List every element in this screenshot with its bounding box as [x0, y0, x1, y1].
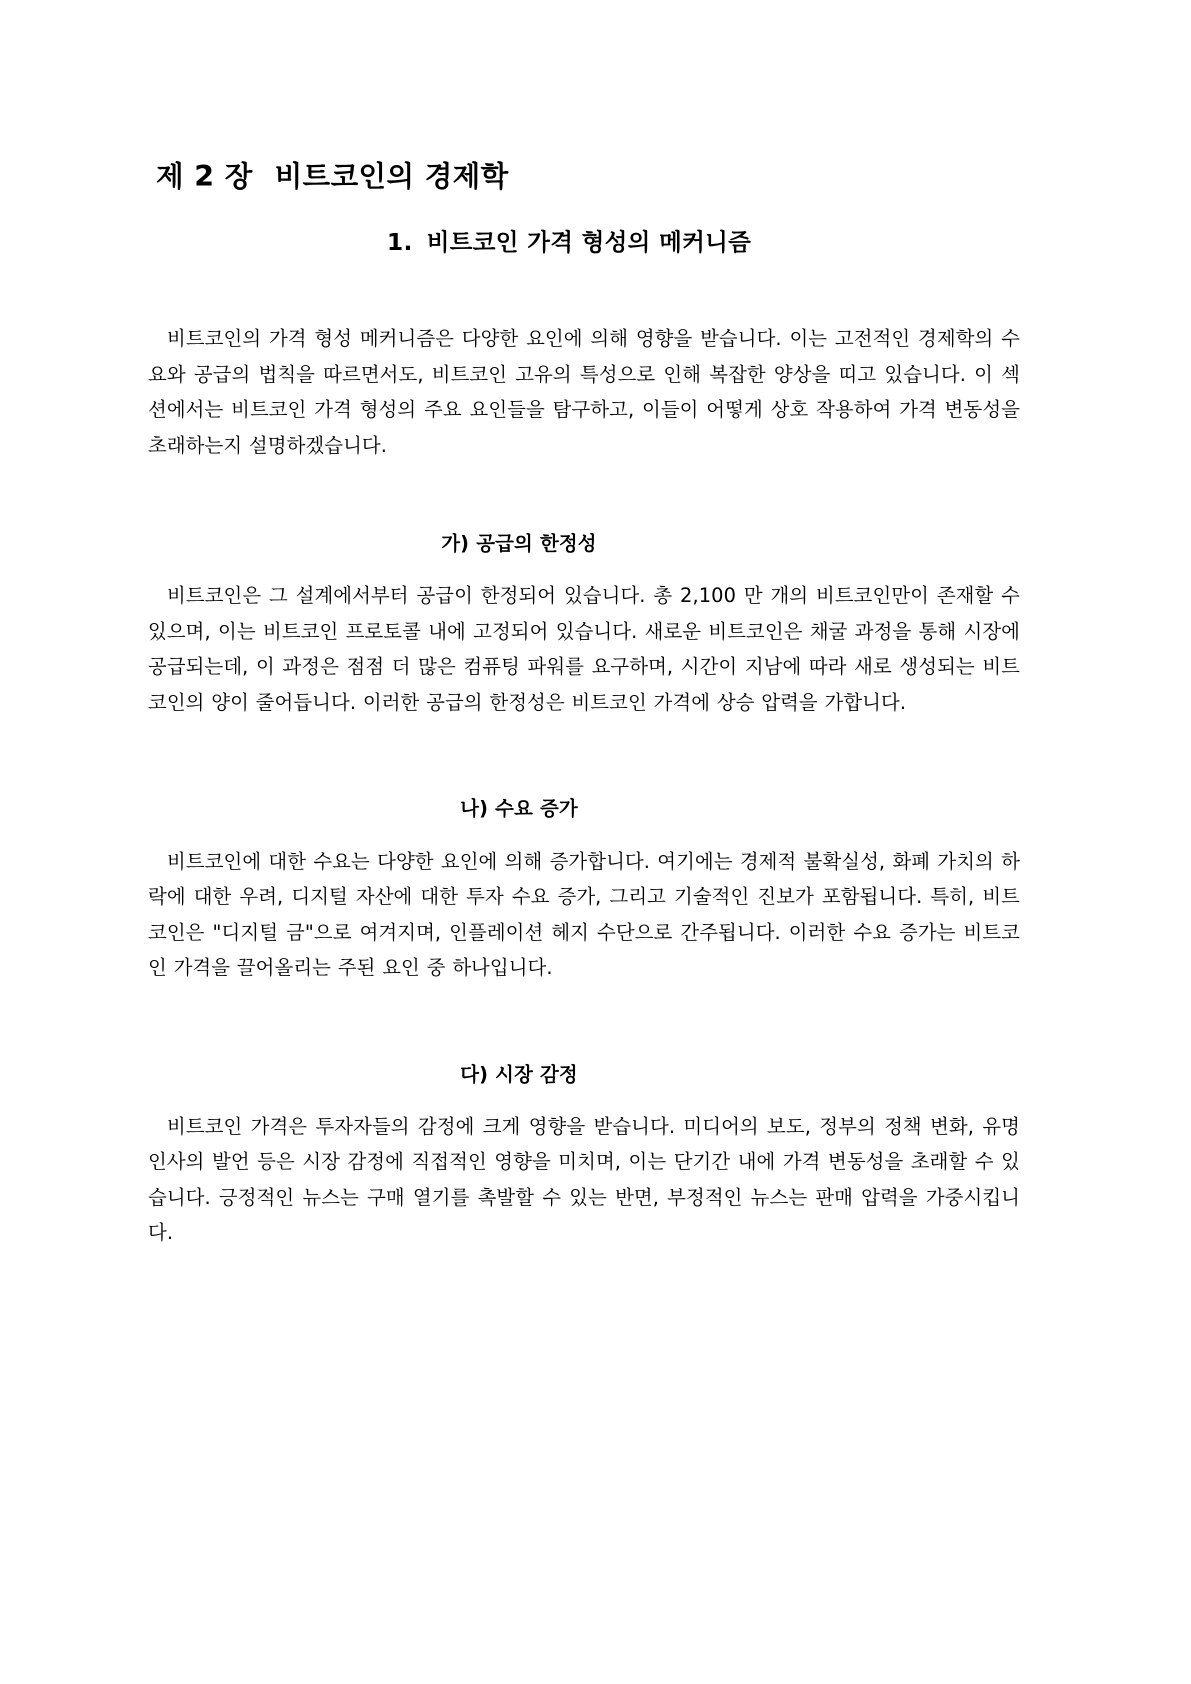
chapter-title	[148, 0, 1020, 196]
subsection-heading-na: 나) 수요 증가	[460, 797, 578, 821]
subsection-paragraph-na: 비트코인에 대한 수요는 다양한 요인에 의해 증가합니다. 여기에는 경제적 불확실성, 화폐 가치의 하락에 대한 우려, 디지털 자산에 대한 투자 수요 증가, 그리고 기술적인 진보가 포함됩니다. 특히, 비트코인은 "디지털 금"으로 여겨지며, 인플레이션 헤지 수단으로 간주됩니다. 이러한 수요 증가는 비트코인 가격을 끌어올리는 주된 요인 중 하나입니다.	[148, 849, 1020, 980]
subsection-heading-ga: 가) 공급의 한정성	[441, 532, 597, 556]
section-title	[148, 196, 1020, 259]
page-content	[148, 0, 1020, 1251]
subsection-paragraph-da: 비트코인 가격은 투자자들의 감정에 크게 영향을 받습니다. 미디어의 보도, 정부의 정책 변화, 유명 인사의 발언 등은 시장 감정에 직접적인 영향을 미치며, 이는 단기간 내에 가격 변동성을 초래할 수 있습니다. 긍정적인 뉴스는 구매 열기를 촉발할 수 있는 반면, 부정적인 뉴스는 판매 압력을 가중시킵니다.	[148, 1114, 1020, 1245]
subsection-paragraph-ga: 비트코인은 그 설계에서부터 공급이 한정되어 있습니다. 총 2,100 만 개의 비트코인만이 존재할 수 있으며, 이는 비트코인 프로토콜 내에 고정되어 있습니다. 새로운 비트코인은 채굴 과정을 통해 시장에 공급되는데, 이 과정은 점점 더 많은 컴퓨팅 파워를 요구하며, 시간이 지남에 따라 새로 생성되는 비트코인의 양이 줄어듭니다. 이러한 공급의 한정성은 비트코인 가격에 상승 압력을 가합니다.	[148, 584, 1020, 714]
section-title-text: 비트코인 가격 형성의 메커니즘	[426, 228, 752, 257]
chapter-title-prefix: 제 2 장	[156, 160, 253, 193]
chapter-title-name: 비트코인의 경제학	[274, 160, 509, 193]
section-number: 1.	[386, 228, 413, 257]
subsection-heading-da: 다) 시장 감정	[460, 1062, 578, 1086]
intro-paragraph: 비트코인의 가격 형성 메커니즘은 다양한 요인에 의해 영향을 받습니다. 이는 고전적인 경제학의 수요와 공급의 법칙을 따르면서도, 비트코인 고유의 특성으로 인해 복잡한 양상을 띠고 있습니다. 이 섹션에서는 비트코인 가격 형성의 주요 요인들을 탐구하고, 이들이 어떻게 상호 작용하여 가격 변동성을 초래하는지 설명하겠습니다.	[148, 327, 1020, 457]
